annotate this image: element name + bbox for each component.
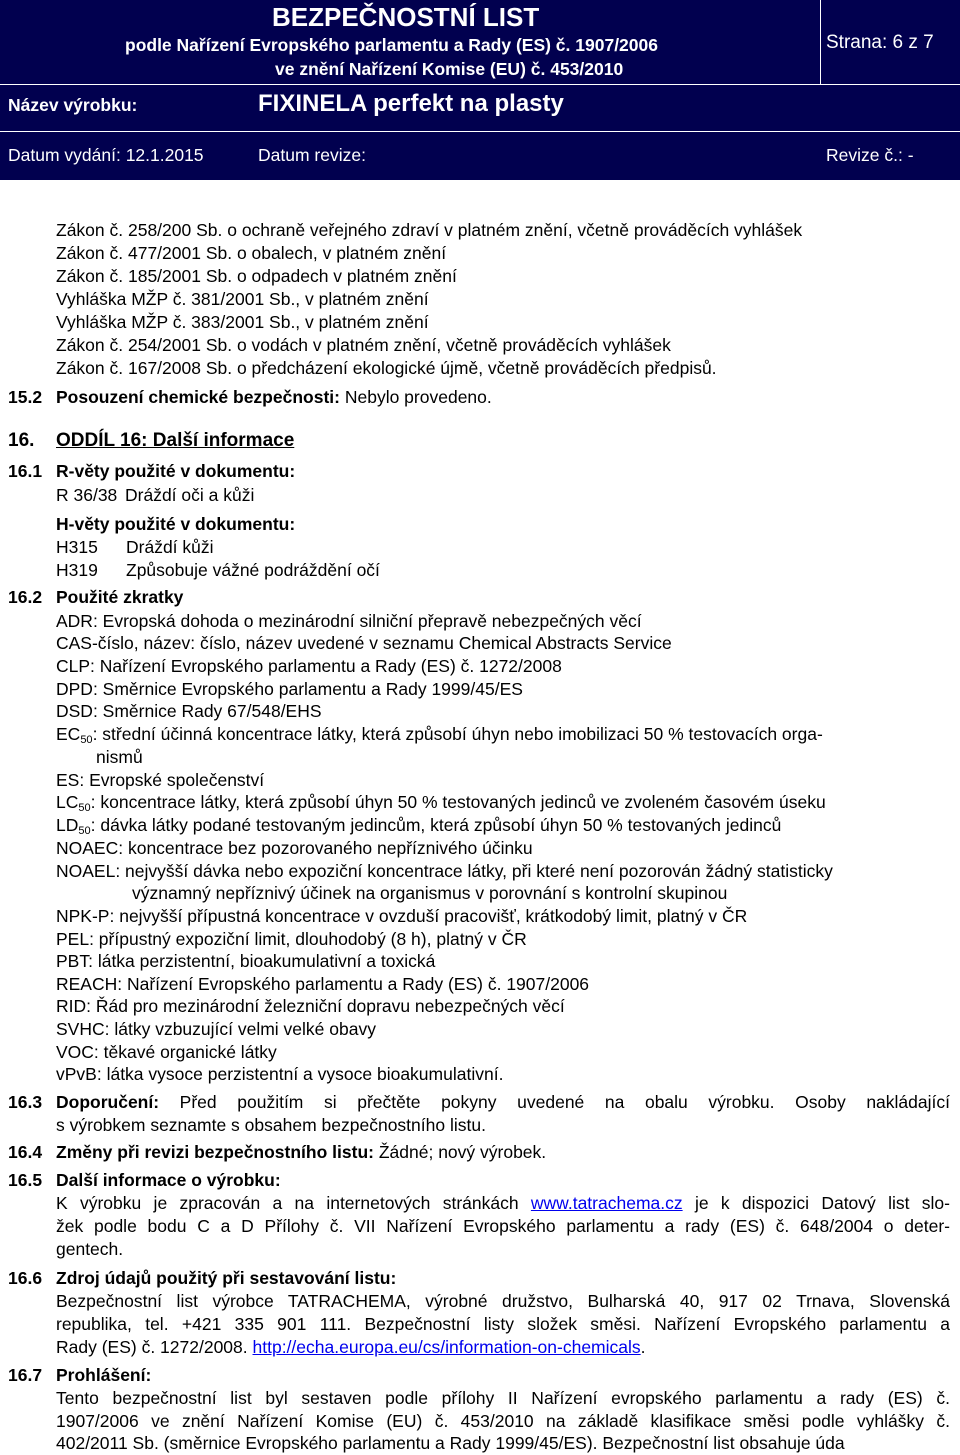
- h-phrases-label: H-věty použité v dokumentu:: [56, 514, 296, 534]
- declaration-line: Tento bezpečnostní list byl sestaven podle přílohy II Nařízení evropského parlamentu a rady (ES) č.: [56, 1388, 950, 1408]
- product-name-label: Název výrobku:: [8, 95, 138, 115]
- declaration-label: Prohlášení:: [56, 1365, 152, 1385]
- law-item: Zákon č. 254/2001 Sb. o vodách v platném znění, včetně prováděcích vyhlášek: [56, 335, 671, 355]
- abbreviation-item: REACH: Nařízení Evropského parlamentu a Rady (ES) č. 1907/2006: [56, 974, 590, 994]
- law-item: Zákon č. 477/2001 Sb. o obalech, v platném znění: [56, 243, 447, 263]
- abbreviation-item: DPD: Směrnice Evropského parlamentu a Rady 1999/45/ES: [56, 679, 523, 699]
- abbreviation-item-continuation: nismů: [96, 747, 143, 767]
- section-number: 16.4: [8, 1142, 43, 1162]
- law-item: Zákon č. 185/2001 Sb. o odpadech v platném znění: [56, 266, 457, 286]
- abbreviation-item: PBT: látka perzistentní, bioakumulativní a toxická: [56, 951, 436, 971]
- section-label: Posouzení chemické bezpečnosti:: [56, 387, 340, 407]
- h-phrase-code: H315: [56, 537, 98, 557]
- abbreviation-item: ADR: Evropská dohoda o mezinárodní silniční přepravě nebezpečných věcí: [56, 611, 642, 631]
- abbreviation-item: PEL: přípustný expoziční limit, dlouhodobý (8 h), platný v ČR: [56, 929, 527, 949]
- issue-date: Datum vydání: 12.1.2015: [8, 145, 204, 165]
- section-number: 16.7: [8, 1365, 43, 1385]
- data-source-label: Zdroj údajů použitý při sestavování listu:: [56, 1268, 397, 1288]
- abbreviation-item: NOAEL: nejvyšší dávka nebo expoziční koncentrace látky, při které není pozorován žádný statisticky: [56, 861, 833, 881]
- section-number: 16.3: [8, 1092, 43, 1112]
- header-vertical-divider: [820, 0, 821, 84]
- revision-number: Revize č.: -: [826, 145, 914, 165]
- law-item: Vyhláška MŽP č. 381/2001 Sb., v platném znění: [56, 289, 429, 309]
- revision-changes-line: [56, 1141, 546, 1164]
- abbreviation-item-continuation: významný nepříznivý účinek na organismus v porovnání s kontrolní skupinou: [132, 883, 728, 903]
- document-subtitle-regulation: podle Nařízení Evropského parlamentu a Rady (ES) č. 1907/2006: [125, 35, 658, 55]
- page-number: Strana: 6 z 7: [826, 32, 934, 53]
- abbreviation-item-lc50: $LC_{50}$: koncentrace látky, která způsobí úhyn 50 % testovaných jedinců ve zvoleném časovém úseku: [56, 792, 826, 814]
- abbreviation-item-ec50: $EC_{50}$: střední účinná koncentrace látky, která způsobí úhyn nebo imobilizaci 50 % testovacích orga-: [56, 724, 823, 746]
- echa-link[interactable]: http://echa.europa.eu/cs/information-on-chemicals: [252, 1337, 641, 1357]
- header-divider-top: [0, 84, 960, 85]
- product-info-label: Další informace o výrobku:: [56, 1170, 281, 1190]
- declaration-line: 1907/2006 ve znění Nařízení Komise (EU) č. 453/2010 na základě klasifikace směsi podle vyhlášky č.: [56, 1411, 950, 1431]
- section-15-2-line: [56, 386, 492, 409]
- r-phrase-text: Dráždí oči a kůži: [125, 485, 255, 505]
- h-phrase-text: Způsobuje vážné podráždění očí: [126, 560, 380, 580]
- abbreviation-item: ES: Evropské společenství: [56, 770, 265, 790]
- abbreviation-item: VOC: těkavé organické látky: [56, 1042, 277, 1062]
- h-phrase-code: H319: [56, 560, 98, 580]
- r-phrases-label: R-věty použité v dokumentu:: [56, 461, 296, 481]
- product-info-line: žek podle bodu C a D Přílohy č. VII Nařízení Evropského parlamentu a rady (ES) č. 648/2004 o deter-: [56, 1216, 950, 1236]
- data-source-line: Bezpečnostní list výrobce TATRACHEMA, výrobné družstvo, Bulharská 40, 917 02 Trnava, Slovenská: [56, 1291, 950, 1311]
- r-phrase-code: R 36/38: [56, 485, 118, 505]
- product-name: FIXINELA perfekt na plasty: [258, 90, 564, 117]
- section-number: 16.2: [8, 587, 43, 607]
- document-title: BEZPEČNOSTNÍ LIST: [272, 2, 540, 32]
- header-divider-bottom: [0, 131, 960, 132]
- recommendation-line: s výrobkem seznamte s obsahem bezpečnostního listu.: [56, 1115, 486, 1135]
- section-number: 16.5: [8, 1170, 43, 1190]
- law-item: Zákon č. 167/2008 Sb. o předcházení ekologické újmě, včetně prováděcích předpisů.: [56, 358, 717, 378]
- section-number: 16.: [8, 430, 35, 451]
- abbreviation-item: DSD: Směrnice Rady 67/548/EHS: [56, 701, 322, 721]
- tatrachema-link[interactable]: www.tatrachema.cz: [530, 1193, 683, 1213]
- declaration-line: 402/2011 Sb. (směrnice Evropského parlamentu a Rady 1999/45/ES). Bezpečnostní list obsahuje úda: [56, 1433, 845, 1453]
- document-header: [0, 0, 960, 180]
- law-item: Zákon č. 258/200 Sb. o ochraně veřejného zdraví v platném znění, včetně prováděcích vyhlášek: [56, 220, 803, 240]
- abbreviation-item: NOAEC: koncentrace bez pozorovaného nepříznivého účinku: [56, 838, 533, 858]
- revision-date-label: Datum revize:: [258, 145, 366, 165]
- abbreviation-item: vPvB: látka vysoce perzistentní a vysoce bioakumulativní.: [56, 1064, 504, 1084]
- abbreviation-item: RID: Řád pro mezinárodní železniční dopravu nebezpečných věcí: [56, 996, 565, 1016]
- abbreviation-item: NPK-P: nejvyšší přípustná koncentrace v ovzduší pracovišť, krátkodobý limit, platný v ČR: [56, 906, 748, 926]
- section-number: 16.1: [8, 461, 43, 481]
- data-source-line: Rady (ES) č. 1272/2008. http://echa.europa.eu/cs/information-on-chemicals.: [56, 1337, 646, 1357]
- recommendation-label: Doporučení:: [56, 1092, 160, 1112]
- data-source-line: republika, tel. +421 335 901 111. Bezpečnostní listy složek směsi. Nařízení Evropského parlamentu a: [56, 1314, 950, 1334]
- section-number: 15.2: [8, 387, 43, 407]
- abbreviation-item: CAS-číslo, název: číslo, název uvedené v seznamu Chemical Abstracts Service: [56, 633, 672, 653]
- document-subtitle-amendment: ve znění Nařízení Komise (EU) č. 453/2010: [275, 59, 624, 79]
- h-phrase-text: Dráždí kůži: [126, 537, 214, 557]
- recommendation-line: Doporučení: Před použitím si přečtěte pokyny uvedené na obalu výrobku. Osoby nakládající: [56, 1092, 950, 1112]
- revision-changes-label: Změny při revizi bezpečnostního listu:: [56, 1142, 374, 1162]
- revision-changes-value: Žádné; nový výrobek.: [378, 1142, 547, 1162]
- product-info-line: gentech.: [56, 1239, 124, 1259]
- abbreviation-item-ld50: $LD_{50}$: dávka látky podané testovaným jedincům, která způsobí úhyn 50 % testovaných jedinců: [56, 815, 782, 837]
- section-number: 16.6: [8, 1268, 43, 1288]
- abbreviation-item: CLP: Nařízení Evropského parlamentu a Rady (ES) č. 1272/2008: [56, 656, 562, 676]
- abbreviation-item: SVHC: látky vzbuzující velmi velké obavy: [56, 1019, 376, 1039]
- law-item: Vyhláška MŽP č. 383/2001 Sb., v platném znění: [56, 312, 429, 332]
- abbreviations-label: Použité zkratky: [56, 587, 184, 607]
- section-value: Nebylo provedeno.: [344, 387, 492, 407]
- product-info-line: K výrobku je zpracován a na internetových stránkách www.tatrachema.cz je k dispozici Datový list slo-: [56, 1193, 950, 1213]
- section-16-title: ODDÍL 16: Další informace: [56, 430, 295, 451]
